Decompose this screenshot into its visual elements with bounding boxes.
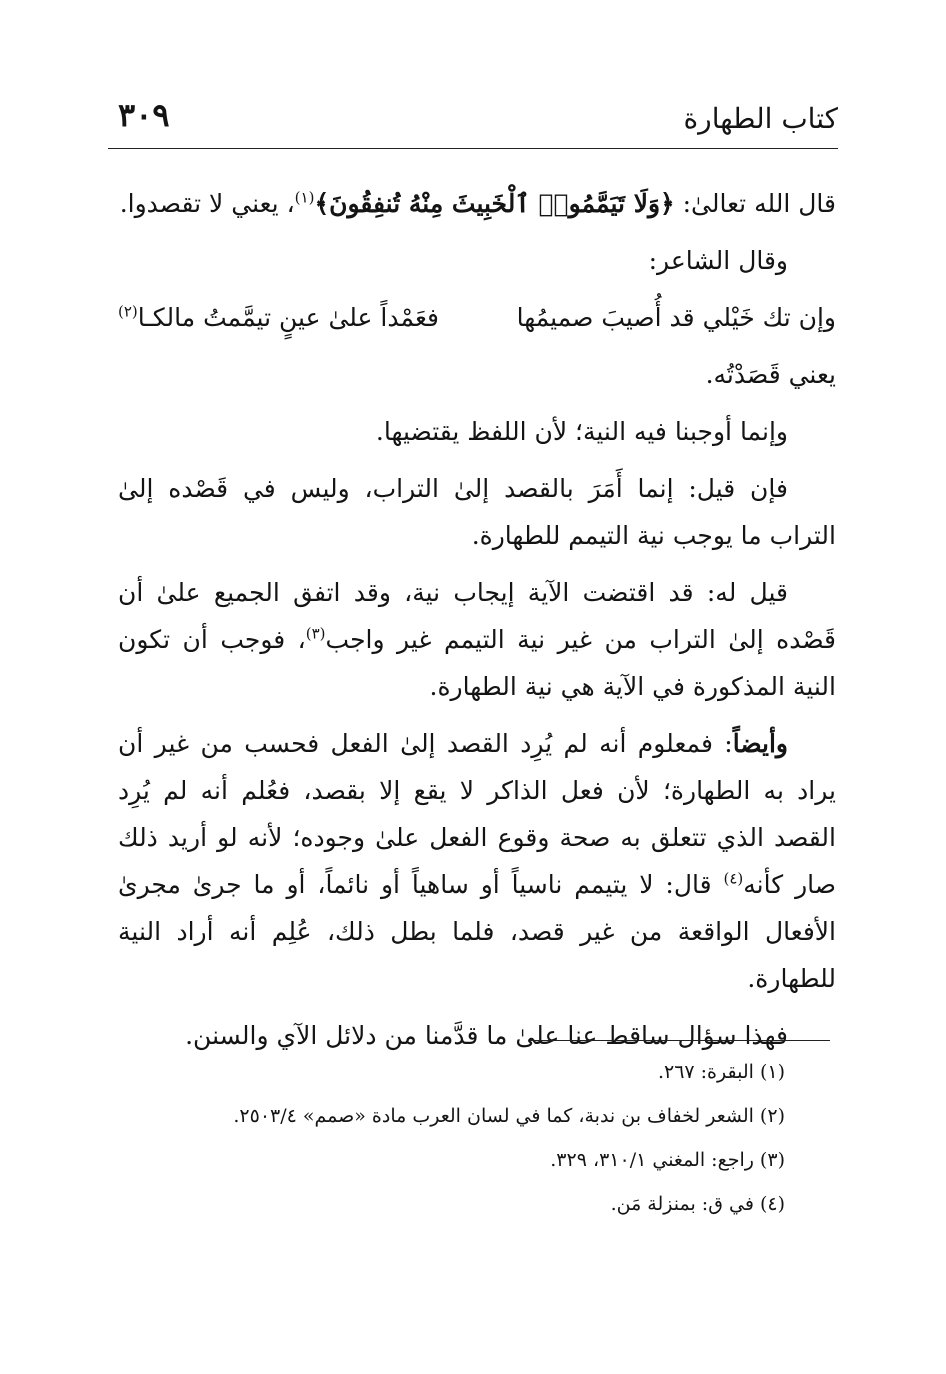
footnote-divider: [530, 1040, 830, 1041]
verse-second-half-wrap: [118, 294, 439, 341]
paragraph-2: وقال الشاعر:: [648, 246, 788, 275]
footnotes: [150, 1050, 785, 1226]
quran-verse: ﴿وَلَا تَيَمَّمُوا۟ ٱلْخَبِيثَ مِنْهُ تُنفِقُونَ﴾: [314, 189, 675, 218]
paragraph-7-part-1: : فمعلوم أنه لم يُرِد القصد إلىٰ الفعل فحسب من غير أن يراد به الطهارة؛ لأن فعل الذاكر لا يقع إلا بقصد، فعُلم أنه لم يُرِد القصد الذي تتعلق به صحة وقوع الفعل علىٰ وجوده؛ لأنه لو أريد ذلك صار كأنه: [118, 729, 836, 899]
verse-second-half: فعَمْداً علىٰ عينٍ تيمَّمتُ مالكـا: [137, 303, 439, 332]
paragraph-6: [118, 569, 836, 710]
footnote-3: (٣) راجع: المغني ٣١٠/١، ٣٢٩.: [550, 1149, 785, 1171]
page-header: [108, 82, 838, 142]
footnote-1: (١) البقرة: ٢٦٧.: [657, 1061, 785, 1083]
paragraph-7-lead: وأيضاً: [732, 729, 788, 758]
footnote-4: (٤) في ق: بمنزلة مَن.: [610, 1193, 785, 1215]
footnote-marker-2: (٢): [118, 302, 138, 321]
paragraph-1-tail: ، يعني لا تقصدوا.: [119, 189, 295, 218]
poetry-verse: [118, 294, 836, 341]
paragraph-5: فإن قيل: إنما أَمَرَ بالقصد إلىٰ التراب، وليس في قَصْده إلىٰ التراب ما يوجب نية التيمم للطهارة.: [118, 474, 836, 550]
paragraph-6-part-1: قيل له: قد اقتضت الآية إيجاب نية، وقد اتفق الجميع علىٰ أن قَصْده إلىٰ التراب من غير نية التيمم غير واجب: [118, 578, 836, 654]
footnote-marker-1: (١): [294, 188, 315, 207]
paragraph-7-part-2: قال: لا يتيمم ناسياً أو ساهياً أو نائماً، أو ما جرىٰ مجرىٰ الأفعال الواقعة من غير قصد، فلما بطل ذلك، عُلِم أنه أراد النية للطهارة.: [118, 870, 836, 993]
main-text: [118, 180, 836, 1069]
paragraph-6-part-2: ، فوجب أن تكون النية المذكورة في الآية هي نية الطهارة.: [118, 625, 836, 701]
header-divider: [108, 148, 838, 149]
footnote-marker-4: (٤): [723, 869, 744, 888]
paragraph-1-lead: قال الله تعالىٰ:: [674, 189, 836, 218]
page-number: ٣٠٩: [118, 96, 170, 134]
paragraph-7: [118, 720, 836, 1002]
paragraph-1: [118, 180, 836, 227]
running-title: كتاب الطهارة: [683, 102, 838, 135]
paragraph-8: فهذا سؤال ساقط عنا علىٰ ما قدَّمنا من دلائل الآي والسنن.: [185, 1021, 788, 1050]
paragraph-3: يعني قَصَدْتُه.: [705, 360, 836, 389]
verse-first-half: وإن تك خَيْلي قد أُصيبَ صميمُها: [516, 303, 836, 332]
paragraph-4: وإنما أوجبنا فيه النية؛ لأن اللفظ يقتضيها.: [375, 417, 788, 446]
footnote-marker-3: (٣): [305, 624, 326, 643]
footnote-2: (٢) الشعر لخفاف بن ندبة، كما في لسان العرب مادة «صمم» ٢٥٠٣/٤.: [233, 1105, 785, 1127]
